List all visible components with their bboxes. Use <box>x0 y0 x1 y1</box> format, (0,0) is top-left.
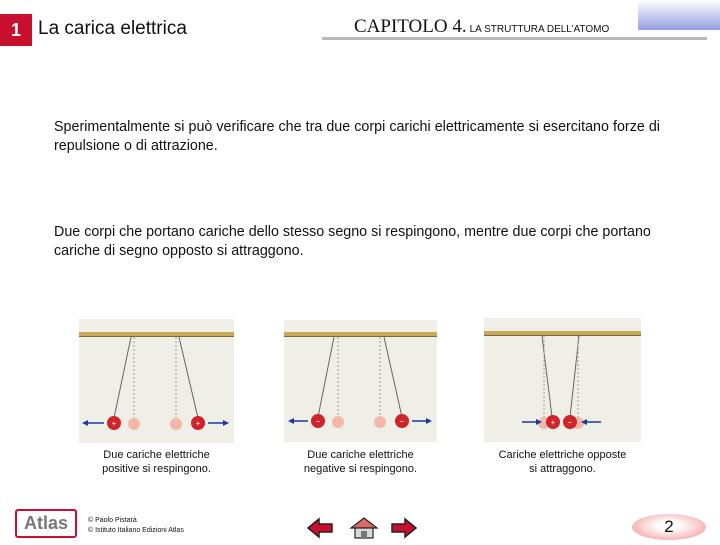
figure-positive-repel <box>79 319 234 443</box>
caption-line: Due cariche elettriche <box>103 449 210 461</box>
caption-line: Cariche elettriche opposte <box>498 449 627 461</box>
charge-sign: − <box>399 417 405 426</box>
credit-publisher: © Istituto Italiano Edizioni Atlas <box>88 527 184 534</box>
footer-credits <box>88 516 184 536</box>
section-title: La carica elettrica <box>38 18 187 39</box>
charge-sign: + <box>111 419 117 428</box>
caption-line: si attraggono. <box>529 463 596 475</box>
credit-author: © Paolo Pistarà <box>88 517 137 524</box>
atlas-logo <box>15 509 77 538</box>
charge-sign: − <box>315 417 321 426</box>
chapter-label: CAPITOLO 4. <box>354 16 467 37</box>
paragraph-explanation: Due corpi che portano cariche dello stesso segno si respingono, mentre due corpi che portano cariche di segno opposto si attraggono. <box>54 224 651 259</box>
section-number-badge: 1 <box>0 14 32 46</box>
caption-line: negative si respingono. <box>303 463 418 475</box>
caption-line: positive si respingono. <box>102 463 211 475</box>
figure-caption-negative <box>284 448 437 476</box>
figure-caption-positive <box>79 448 234 476</box>
chapter-heading <box>354 16 609 38</box>
back-arrow-icon[interactable] <box>306 516 334 540</box>
figure-negative-repel <box>284 320 437 442</box>
corner-decoration <box>638 0 720 30</box>
charge-sign: − <box>567 418 573 427</box>
charge-sign: + <box>550 418 556 427</box>
header-divider <box>322 37 707 40</box>
figure-opposite-attract <box>484 318 641 442</box>
page-number-badge <box>632 514 706 540</box>
charge-sign: + <box>195 419 201 428</box>
figure-caption-opposite <box>474 448 651 476</box>
logo-text: Atlas <box>23 513 68 533</box>
home-icon[interactable] <box>349 516 379 540</box>
forward-arrow-icon[interactable] <box>390 516 418 540</box>
chapter-subtitle: LA STRUTTURA DELL’ATOMO <box>469 24 610 35</box>
paragraph-intro: Sperimentalmente si può verificare che tra due corpi carichi elettricamente si esercitano forze di repulsione o di attrazione. <box>54 119 660 154</box>
page-number: 2 <box>664 517 674 536</box>
caption-line: Due cariche elettriche <box>307 449 414 461</box>
